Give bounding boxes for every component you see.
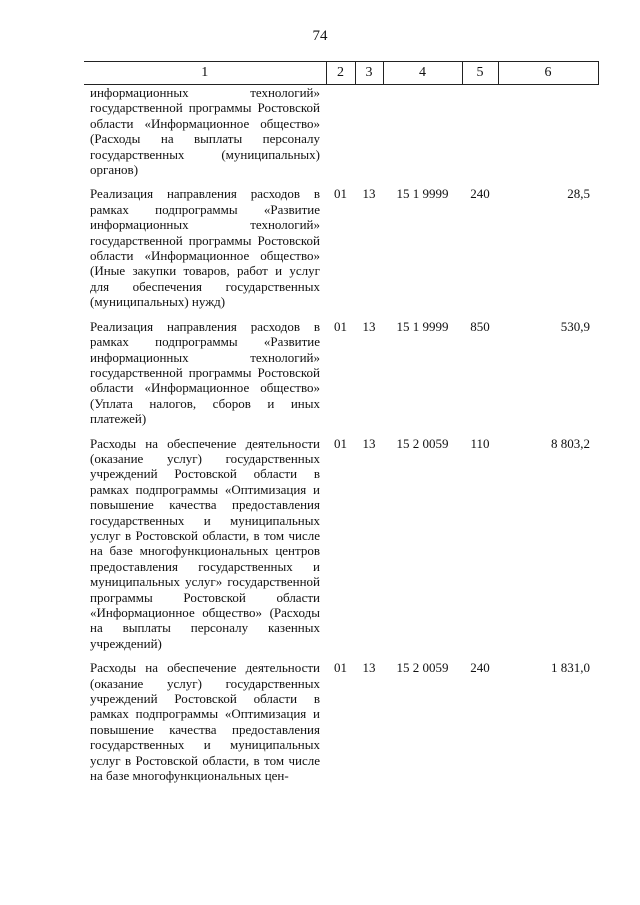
row-target-article: 15 1 9999 (396, 186, 449, 202)
table-row (84, 651, 598, 783)
row-section: 01 (334, 318, 347, 334)
row-subsection: 13 (362, 660, 376, 676)
row-description: Расходы на обеспечение деятельности (оказание услуг) государственных учреждений Ростовской области в рамках подпрограммы «Оптимизация и повышение качества предоставления государственных и муниципальных услуг в Ростовской области, в том числе на базе многофункциональных цен- (90, 660, 320, 784)
page-number: 74 (312, 28, 328, 44)
row-amount: 28,5 (567, 186, 590, 202)
row-expense-type: 850 (470, 318, 490, 334)
row-subsection: 13 (362, 318, 376, 334)
row-amount: 530,9 (560, 318, 590, 334)
row-expense-type: 110 (470, 435, 490, 451)
row-section: 01 (334, 435, 347, 451)
table-row (84, 310, 598, 427)
row-subsection: 13 (362, 186, 376, 202)
row-expense-type: 240 (470, 186, 490, 202)
column-header-3: 3 (355, 62, 383, 85)
row-amount: 8 803,2 (551, 435, 590, 451)
row-section: 01 (334, 660, 347, 676)
row-description: Реализация направления расходов в рамках подпрограммы «Развитие информационных технологий» государственной программы Ростовской области «Информационное общество» (Иные закупки товаров, работ и услуг для обеспечения государственных (муниципальных) нужд) (90, 186, 320, 310)
column-header-4: 4 (383, 62, 462, 85)
row-description: Реализация направления расходов в рамках подпрограммы «Развитие информационных технологий» государственной программы Ростовской области «Информационное общество» (Уплата налогов, сборов и иных платежей) (90, 318, 320, 427)
row-subsection: 13 (362, 435, 376, 451)
table-row (84, 427, 598, 652)
column-header-6: 6 (498, 62, 598, 85)
row-section: 01 (334, 186, 347, 202)
row-target-article: 15 2 0059 (396, 435, 449, 451)
table-header-row (84, 62, 598, 85)
table-row (84, 177, 598, 309)
row-amount: 1 831,0 (551, 660, 590, 676)
row-target-article: 15 2 0059 (396, 660, 449, 676)
row-expense-type: 240 (470, 660, 490, 676)
row-target-article: 15 1 9999 (396, 318, 449, 334)
column-header-2: 2 (326, 62, 355, 85)
budget-table (84, 61, 599, 783)
table-row-continuation (84, 85, 598, 178)
column-header-1: 1 (84, 62, 326, 85)
column-header-5: 5 (462, 62, 498, 85)
row-description: Расходы на обеспечение деятельности (оказание услуг) государственных учреждений Ростовской области в рамках подпрограммы «Оптимизация и повышение качества предоставления государственных и муниципальных услуг в Ростовской области, в том числе на базе многофункциональных центров предоставления государственных и муниципальных услуг» государственной программы Ростовской области «Информационное общество» (Расходы на выплаты персоналу казенных учреждений) (90, 435, 320, 651)
continuation-description: информационных технологий» государственной программы Ростовской области «Информационное общество» (Расходы на выплаты персоналу государственных (муниципальных) органов) (90, 85, 320, 178)
